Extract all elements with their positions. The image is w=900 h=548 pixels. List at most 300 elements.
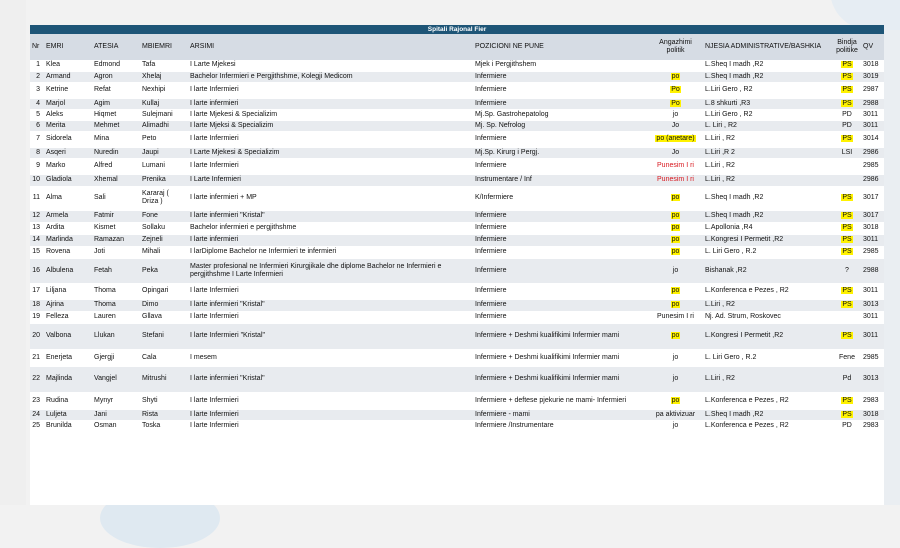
angazhimi-value: po [671, 248, 680, 255]
cell-atesia [92, 299, 140, 311]
njesia-value: L.Kongresi I Permetit ,R2 [705, 332, 784, 339]
col-header-nr: Nr [30, 34, 44, 60]
cell-emri [44, 299, 92, 311]
cell-qv [861, 409, 884, 420]
mbiemri-value: Alimadhi [142, 121, 169, 129]
angazhimi-value: Punesim I ri [657, 162, 694, 169]
atesia-value: Mehmet [94, 121, 120, 129]
cell-nr [30, 283, 44, 299]
cell-angazhimi [648, 234, 703, 246]
cell-arsimi [188, 409, 473, 420]
cell-bindja [833, 234, 861, 246]
cell-bindja [833, 147, 861, 158]
angazhimi-value: po [671, 194, 680, 201]
arsimi-value: I larte Infermieri [190, 410, 239, 418]
cell-atesia [92, 222, 140, 234]
bindja-value: PD [842, 110, 852, 118]
cell-nr [30, 323, 44, 349]
cell-pozicioni [473, 71, 648, 82]
cell-njesia [703, 120, 833, 131]
table-row [30, 392, 884, 409]
cell-nr [30, 299, 44, 311]
atesia-value: Edmond [94, 61, 121, 69]
cell-mbiemri [140, 71, 188, 82]
atesia-value: Agim [94, 99, 110, 107]
cell-njesia [703, 174, 833, 186]
table-row [30, 120, 884, 131]
qv-value: 3018 [863, 61, 879, 69]
cell-emri [44, 392, 92, 409]
cell-qv [861, 222, 884, 234]
cell-arsimi [188, 420, 473, 431]
cell-atesia [92, 366, 140, 392]
njesia-value: L.Apollonia ,R4 [705, 224, 753, 231]
cell-mbiemri [140, 246, 188, 258]
nr-value: 16 [32, 266, 40, 274]
pozicioni-value: Infermiere + Deshmi kualifikimi Infermier mami [475, 353, 620, 361]
cell-emri [44, 98, 92, 109]
cell-atesia [92, 409, 140, 420]
angazhimi-value: po [671, 224, 680, 231]
cell-atesia [92, 210, 140, 222]
bindja-value: PS [842, 212, 852, 219]
cell-pozicioni [473, 409, 648, 420]
njesia-value: L.Sheq I madh ,R2 [705, 61, 764, 69]
cell-mbiemri [140, 283, 188, 299]
bindja-value: PS [842, 72, 852, 80]
cell-pozicioni [473, 246, 648, 258]
qv-value: 2985 [863, 353, 879, 361]
cell-angazhimi [648, 222, 703, 234]
mbiemri-value: Rista [142, 410, 158, 418]
emri-value: Aleks [46, 110, 64, 118]
cell-pozicioni [473, 147, 648, 158]
qv-value: 2986 [863, 148, 879, 156]
cell-nr [30, 210, 44, 222]
angazhimi-value: po [671, 287, 680, 294]
atesia-value: Mina [94, 135, 110, 142]
cell-emri [44, 222, 92, 234]
cell-angazhimi [648, 409, 703, 420]
mbiemri-value: Stefani [142, 332, 164, 339]
cell-bindja [833, 420, 861, 431]
cell-emri [44, 420, 92, 431]
cell-qv [861, 323, 884, 349]
atesia-value: Hiqmet [94, 110, 117, 118]
bindja-value: PS [842, 224, 852, 231]
atesia-value: Lauren [94, 313, 116, 320]
nr-value: 15 [32, 248, 40, 255]
njesia-value: L.Liri , R2 [705, 176, 735, 183]
cell-emri [44, 60, 92, 71]
pozicioni-value: Infermiere [475, 135, 507, 142]
bindja-value: Pd [842, 375, 852, 382]
col-header-emri: EMRI [44, 34, 92, 60]
cell-emri [44, 158, 92, 174]
nr-value: 3 [36, 86, 40, 93]
cell-atesia [92, 131, 140, 147]
arsimi-value: Bachelor Infermieri e Pergjithshme, Kolegji Medicom [190, 72, 353, 80]
cell-arsimi [188, 311, 473, 323]
cell-qv [861, 311, 884, 323]
cell-atesia [92, 283, 140, 299]
cell-emri [44, 283, 92, 299]
nr-value: 5 [36, 110, 40, 118]
cell-atesia [92, 420, 140, 431]
pozicioni-value: Infermiere /Instrumentare [475, 421, 554, 429]
pozicioni-value: Infermiere [475, 248, 507, 255]
cell-pozicioni [473, 186, 648, 210]
cell-atesia [92, 246, 140, 258]
cell-mbiemri [140, 186, 188, 210]
mbiemri-value: Nexhipi [142, 86, 166, 93]
cell-qv [861, 210, 884, 222]
cell-bindja [833, 82, 861, 98]
cell-emri [44, 246, 92, 258]
pozicioni-value: Mj. Sp. Nefrolog [475, 121, 526, 129]
col-header-pozicioni: POZICIONI NE PUNE [473, 34, 648, 60]
mbiemri-value: Cala [142, 353, 157, 361]
bindja-value: PS [842, 396, 852, 404]
cell-njesia [703, 131, 833, 147]
cell-bindja [833, 174, 861, 186]
cell-arsimi [188, 131, 473, 147]
atesia-value: Xhemal [94, 176, 118, 183]
cell-angazhimi [648, 366, 703, 392]
table-row [30, 246, 884, 258]
col-header-atesia: ATESIA [92, 34, 140, 60]
cell-pozicioni [473, 158, 648, 174]
arsimi-value: I larte Infermieri "Kristal" [190, 332, 265, 339]
table-row [30, 158, 884, 174]
cell-nr [30, 98, 44, 109]
cell-qv [861, 349, 884, 366]
cell-nr [30, 246, 44, 258]
cell-nr [30, 409, 44, 420]
nr-value: 22 [32, 375, 40, 382]
cell-qv [861, 120, 884, 131]
arsimi-value: I larte Infermieri [190, 135, 239, 142]
cell-angazhimi [648, 311, 703, 323]
cell-njesia [703, 246, 833, 258]
cell-mbiemri [140, 174, 188, 186]
cell-mbiemri [140, 120, 188, 131]
cell-emri [44, 120, 92, 131]
cell-pozicioni [473, 120, 648, 131]
pozicioni-value: Infermiere [475, 86, 507, 93]
arsimi-value: I larte infermieri [190, 99, 239, 107]
emri-value: Liljana [46, 287, 67, 294]
cell-njesia [703, 299, 833, 311]
cell-arsimi [188, 120, 473, 131]
mbiemri-value: Gllava [142, 313, 162, 320]
arsimi-value: I larte Infermieri [190, 313, 239, 320]
cell-emri [44, 323, 92, 349]
pozicioni-value: Mj.Sp. Gastrohepatolog [475, 110, 549, 118]
cell-nr [30, 392, 44, 409]
arsimi-value: I mesem [190, 353, 217, 361]
pozicioni-value: Infermiere [475, 224, 507, 231]
arsimi-value: I larte infermieri "Kristal" [190, 301, 265, 308]
pozicioni-value: Infermiere + deftese pjekurie ne mami- Infermieri [475, 396, 627, 404]
njesia-value: L.Kongresi I Permetit ,R2 [705, 236, 784, 243]
cell-arsimi [188, 147, 473, 158]
nr-value: 2 [36, 72, 40, 80]
cell-bindja [833, 71, 861, 82]
pozicioni-value: Infermiere [475, 72, 507, 80]
cell-atesia [92, 71, 140, 82]
atesia-value: Ramazan [94, 236, 124, 243]
cell-qv [861, 186, 884, 210]
arsimi-value: I Larte Infermieri [190, 176, 241, 183]
mbiemri-value: Sollaku [142, 224, 165, 231]
mbiemri-value: Fone [142, 212, 158, 219]
cell-angazhimi [648, 210, 703, 222]
table-row [30, 258, 884, 283]
cell-nr [30, 109, 44, 120]
cell-emri [44, 210, 92, 222]
cell-bindja [833, 392, 861, 409]
bindja-value: PS [842, 99, 852, 107]
pozicioni-value: Infermiere [475, 212, 507, 219]
qv-value: 3011 [863, 110, 879, 118]
cell-emri [44, 366, 92, 392]
cell-arsimi [188, 299, 473, 311]
pozicioni-value: Infermiere [475, 287, 507, 294]
qv-value: 3018 [863, 410, 879, 418]
atesia-value: Alfred [94, 162, 113, 169]
angazhimi-value: po (anetare) [656, 135, 695, 142]
cell-atesia [92, 311, 140, 323]
angazhimi-value: po [671, 236, 680, 243]
njesia-value: L.Konferenca e Pezes , R2 [705, 287, 789, 294]
cell-pozicioni [473, 60, 648, 71]
emri-value: Ketrine [46, 86, 69, 93]
cell-bindja [833, 210, 861, 222]
nr-value: 24 [32, 410, 40, 418]
angazhimi-value: po [671, 396, 680, 404]
table-row [30, 299, 884, 311]
qv-value: 2983 [863, 396, 879, 404]
angazhimi-value: Jo [671, 121, 680, 129]
cell-qv [861, 174, 884, 186]
cell-mbiemri [140, 311, 188, 323]
cell-atesia [92, 120, 140, 131]
njesia-value: L.Liri Gero , R2 [705, 110, 753, 118]
nr-value: 8 [36, 148, 40, 156]
njesia-value: L.Liri , R2 [705, 135, 735, 142]
pozicioni-value: K/Infermiere [475, 194, 514, 201]
cell-bindja [833, 158, 861, 174]
njesia-value: L. Liri Gero , R.2 [705, 248, 757, 255]
njesia-value: L.Sheq I madh ,R2 [705, 212, 764, 219]
col-header-qv: QV [861, 34, 884, 60]
table-row [30, 234, 884, 246]
emri-value: Klea [46, 61, 61, 69]
angazhimi-value: Jo [671, 148, 680, 156]
cell-arsimi [188, 98, 473, 109]
arsimi-value: I Larte Mjekesi [190, 61, 236, 69]
cell-nr [30, 222, 44, 234]
qv-value: 3014 [863, 135, 879, 142]
cell-angazhimi [648, 120, 703, 131]
cell-bindja [833, 258, 861, 283]
cell-bindja [833, 98, 861, 109]
cell-pozicioni [473, 234, 648, 246]
cell-atesia [92, 109, 140, 120]
emri-value: Enerjeta [46, 353, 73, 361]
cell-bindja [833, 311, 861, 323]
cell-emri [44, 186, 92, 210]
cell-emri [44, 234, 92, 246]
cell-qv [861, 98, 884, 109]
cell-bindja [833, 299, 861, 311]
cell-angazhimi [648, 420, 703, 431]
nr-value: 13 [32, 224, 40, 231]
qv-value: 2987 [863, 86, 879, 93]
cell-qv [861, 234, 884, 246]
qv-value: 2988 [863, 99, 879, 107]
mbiemri-value: Dimo [142, 301, 159, 308]
staff-table [30, 25, 884, 432]
cell-atesia [92, 158, 140, 174]
cell-angazhimi [648, 246, 703, 258]
qv-value: 3019 [863, 72, 879, 80]
angazhimi-value: jo [672, 375, 679, 382]
emri-value: Rudina [46, 396, 69, 404]
emri-value: Asqeri [46, 148, 66, 156]
nr-value: 17 [32, 287, 40, 294]
qv-value: 2985 [863, 162, 879, 169]
cell-arsimi [188, 186, 473, 210]
cell-nr [30, 258, 44, 283]
emri-value: Rovena [46, 248, 71, 255]
cell-njesia [703, 392, 833, 409]
table-row [30, 71, 884, 82]
cell-atesia [92, 349, 140, 366]
cell-pozicioni [473, 82, 648, 98]
table-row [30, 210, 884, 222]
cell-mbiemri [140, 109, 188, 120]
njesia-value: L.Liri , R2 [705, 162, 735, 169]
bindja-value: PS [842, 236, 852, 243]
emri-value: Marjol [46, 99, 66, 107]
angazhimi-value: po [671, 332, 680, 339]
cell-njesia [703, 283, 833, 299]
cell-pozicioni [473, 109, 648, 120]
atesia-value: Llukan [94, 332, 115, 339]
cell-arsimi [188, 366, 473, 392]
cell-mbiemri [140, 158, 188, 174]
table-row [30, 311, 884, 323]
cell-angazhimi [648, 392, 703, 409]
njesia-value: L. Liri Gero , R.2 [705, 353, 757, 361]
header-row [30, 34, 884, 60]
cell-emri [44, 109, 92, 120]
cell-pozicioni [473, 98, 648, 109]
angazhimi-value: jo [672, 353, 679, 361]
angazhimi-value: po [671, 301, 680, 308]
cell-bindja [833, 186, 861, 210]
cell-atesia [92, 174, 140, 186]
nr-value: 4 [36, 99, 40, 107]
atesia-value: Sali [94, 194, 106, 201]
emri-value: Valbona [46, 332, 72, 339]
emri-value: Sidorela [46, 135, 72, 142]
cell-qv [861, 246, 884, 258]
cell-nr [30, 60, 44, 71]
cell-emri [44, 311, 92, 323]
table-row [30, 109, 884, 120]
pozicioni-value: Infermiere [475, 236, 507, 243]
emri-value: Alma [46, 194, 62, 201]
col-header-njesia: NJESIA ADMINISTRATIVE/BASHKIA [703, 34, 833, 60]
table-row [30, 349, 884, 366]
arsimi-value: I Larte Mjekesi & Specializim [190, 148, 280, 156]
table-row [30, 420, 884, 431]
mbiemri-value: Jaupi [142, 148, 159, 156]
njesia-value: L.8 shkurti ,R3 [705, 99, 751, 107]
bindja-value: Fene [839, 353, 855, 361]
cell-mbiemri [140, 98, 188, 109]
cell-nr [30, 82, 44, 98]
pozicioni-value: Infermiere [475, 301, 507, 308]
angazhimi-value: pa aktivizuar [655, 410, 696, 418]
mbiemri-value: Peka [142, 266, 158, 274]
njesia-value: L.Sheq I madh ,R2 [705, 72, 764, 80]
mbiemri-value: Shyti [142, 396, 158, 404]
cell-angazhimi [648, 147, 703, 158]
cell-nr [30, 71, 44, 82]
arsimi-value: I larte Mjeksi & Specializim [190, 121, 274, 129]
nr-value: 21 [32, 353, 40, 361]
cell-mbiemri [140, 258, 188, 283]
bindja-value: PD [842, 121, 852, 129]
njesia-value: L.Liri Gero , R2 [705, 86, 753, 93]
cell-njesia [703, 109, 833, 120]
cell-bindja [833, 409, 861, 420]
qv-value: 3018 [863, 224, 879, 231]
left-margin-decoration [0, 0, 26, 505]
angazhimi-value: Punesim I ri [657, 313, 694, 320]
cell-pozicioni [473, 210, 648, 222]
emri-value: Marko [46, 162, 66, 169]
pozicioni-value: Mjek i Pergjithshem [475, 61, 537, 69]
arsimi-value: I larte infermieri + MP [190, 194, 257, 201]
cell-njesia [703, 210, 833, 222]
nr-value: 19 [32, 313, 40, 320]
njesia-value: L.Sheq I madh ,R2 [705, 410, 764, 418]
cell-bindja [833, 366, 861, 392]
cell-njesia [703, 186, 833, 210]
atesia-value: Fatmir [94, 212, 114, 219]
qv-value: 3011 [863, 287, 879, 294]
cell-qv [861, 109, 884, 120]
cell-nr [30, 349, 44, 366]
atesia-value: Kismet [94, 224, 116, 231]
arsimi-value: I larte infermieri "Kristal" [190, 212, 265, 219]
cell-arsimi [188, 392, 473, 409]
pozicioni-value: Infermiere [475, 313, 507, 320]
angazhimi-value: Punesim I ri [657, 176, 694, 183]
cell-mbiemri [140, 299, 188, 311]
nr-value: 23 [32, 396, 40, 404]
bindja-value: PS [842, 194, 852, 201]
cell-qv [861, 82, 884, 98]
cell-angazhimi [648, 109, 703, 120]
arsimi-value: I larte Infermieri [190, 421, 239, 429]
table-row [30, 283, 884, 299]
